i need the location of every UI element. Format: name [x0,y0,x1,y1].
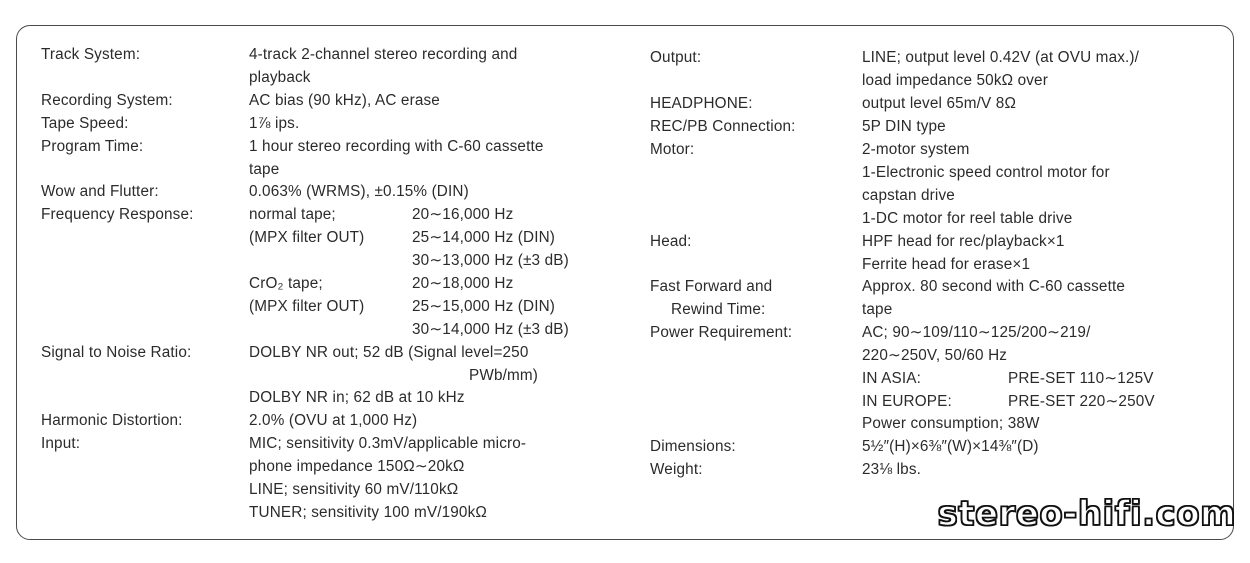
value-signal-noise-line-1: DOLBY NR out; 52 dB (Signal level=250 [249,344,529,361]
freq-value-5: 25∼15,000 Hz (DIN) [412,298,556,315]
value-output-line-1: LINE; output level 0.42V (at OVU max.)/ [862,49,1140,66]
value-head-line-1: HPF head for rec/playback×1 [862,233,1065,250]
power-europe-label: IN EUROPE: [862,393,952,410]
power-asia-label: IN ASIA: [862,370,922,387]
value-program-time-line-1: 1 hour stereo recording with C-60 cassette [249,138,544,155]
label-recording-system: Recording System: [41,92,173,109]
power-europe-value: PRE-SET 220∼250V [1008,393,1155,410]
label-track-system: Track System: [41,46,141,63]
value-motor-line-4: 1-DC motor for reel table drive [862,210,1073,227]
freq-value-6: 30∼14,000 Hz (±3 dB) [412,321,569,338]
value-output-line-2: load impedance 50kΩ over [862,72,1048,89]
freq-mpx-filter-2: (MPX filter OUT) [249,298,365,315]
value-motor-line-3: capstan drive [862,187,955,204]
label-harmonic-distortion: Harmonic Distortion: [41,412,183,429]
label-rec-pb-connection: REC/PB Connection: [650,118,796,135]
value-headphone: output level 65m/V 8Ω [862,95,1017,112]
value-power-line-2: 220∼250V, 50/60 Hz [862,347,1008,364]
label-weight: Weight: [650,461,703,478]
label-headphone: HEADPHONE: [650,95,753,112]
value-wow-flutter: 0.063% (WRMS), ±0.15% (DIN) [249,183,469,200]
label-tape-speed: Tape Speed: [41,115,129,132]
label-output: Output: [650,49,702,66]
freq-value-2: 25∼14,000 Hz (DIN) [412,229,556,246]
value-fast-forward-line-1: Approx. 80 second with C-60 cassette [862,278,1126,295]
value-track-system-line-2: playback [249,69,311,86]
freq-value-4: 20∼18,000 Hz [412,275,514,292]
value-motor-line-2: 1-Electronic speed control motor for [862,164,1110,181]
label-signal-noise: Signal to Noise Ratio: [41,344,192,361]
value-input-line-1: MIC; sensitivity 0.3mV/applicable micro- [249,435,527,452]
value-rec-pb-connection: 5P DIN type [862,118,946,135]
value-weight: 23⅛ lbs. [862,461,922,478]
value-input-line-3: LINE; sensitivity 60 mV/110kΩ [249,481,459,498]
value-harmonic-distortion: 2.0% (OVU at 1,000 Hz) [249,412,418,429]
watermark-text: stereo-hifi.com [937,494,1236,534]
power-asia-value: PRE-SET 110∼125V [1008,370,1154,387]
value-input-line-2: phone impedance 150Ω∼20kΩ [249,458,465,475]
value-motor-line-1: 2-motor system [862,141,970,158]
label-dimensions: Dimensions: [650,438,736,455]
label-head: Head: [650,233,692,250]
label-fast-forward-line-1: Fast Forward and [650,278,773,295]
value-input-line-4: TUNER; sensitivity 100 mV/190kΩ [249,504,487,521]
freq-value-1: 20∼16,000 Hz [412,206,514,223]
label-input: Input: [41,435,81,452]
label-power-requirement: Power Requirement: [650,324,793,341]
freq-value-3: 30∼13,000 Hz (±3 dB) [412,252,569,269]
value-tape-speed: 1⅞ ips. [249,115,300,132]
label-frequency-response: Frequency Response: [41,206,194,223]
value-track-system-line-1: 4-track 2-channel stereo recording and [249,46,518,63]
freq-tape-cro2: CrO₂ tape; [249,275,323,292]
value-dimensions: 5½″(H)×6⅜″(W)×14⅜″(D) [862,438,1039,455]
label-wow-flutter: Wow and Flutter: [41,183,159,200]
label-motor: Motor: [650,141,695,158]
value-recording-system: AC bias (90 kHz), AC erase [249,92,440,109]
value-program-time-line-2: tape [249,161,280,178]
value-head-line-2: Ferrite head for erase×1 [862,256,1031,273]
freq-mpx-filter-1: (MPX filter OUT) [249,229,365,246]
power-consumption: Power consumption; 38W [862,415,1040,432]
value-signal-noise-line-3: DOLBY NR in; 62 dB at 10 kHz [249,389,465,406]
value-power-line-1: AC; 90∼109/110∼125/200∼219/ [862,324,1091,341]
label-fast-forward-line-2: Rewind Time: [671,301,766,318]
value-fast-forward-line-2: tape [862,301,893,318]
value-signal-noise-line-2: PWb/mm) [469,367,539,384]
freq-tape-normal: normal tape; [249,206,336,223]
label-program-time: Program Time: [41,138,144,155]
